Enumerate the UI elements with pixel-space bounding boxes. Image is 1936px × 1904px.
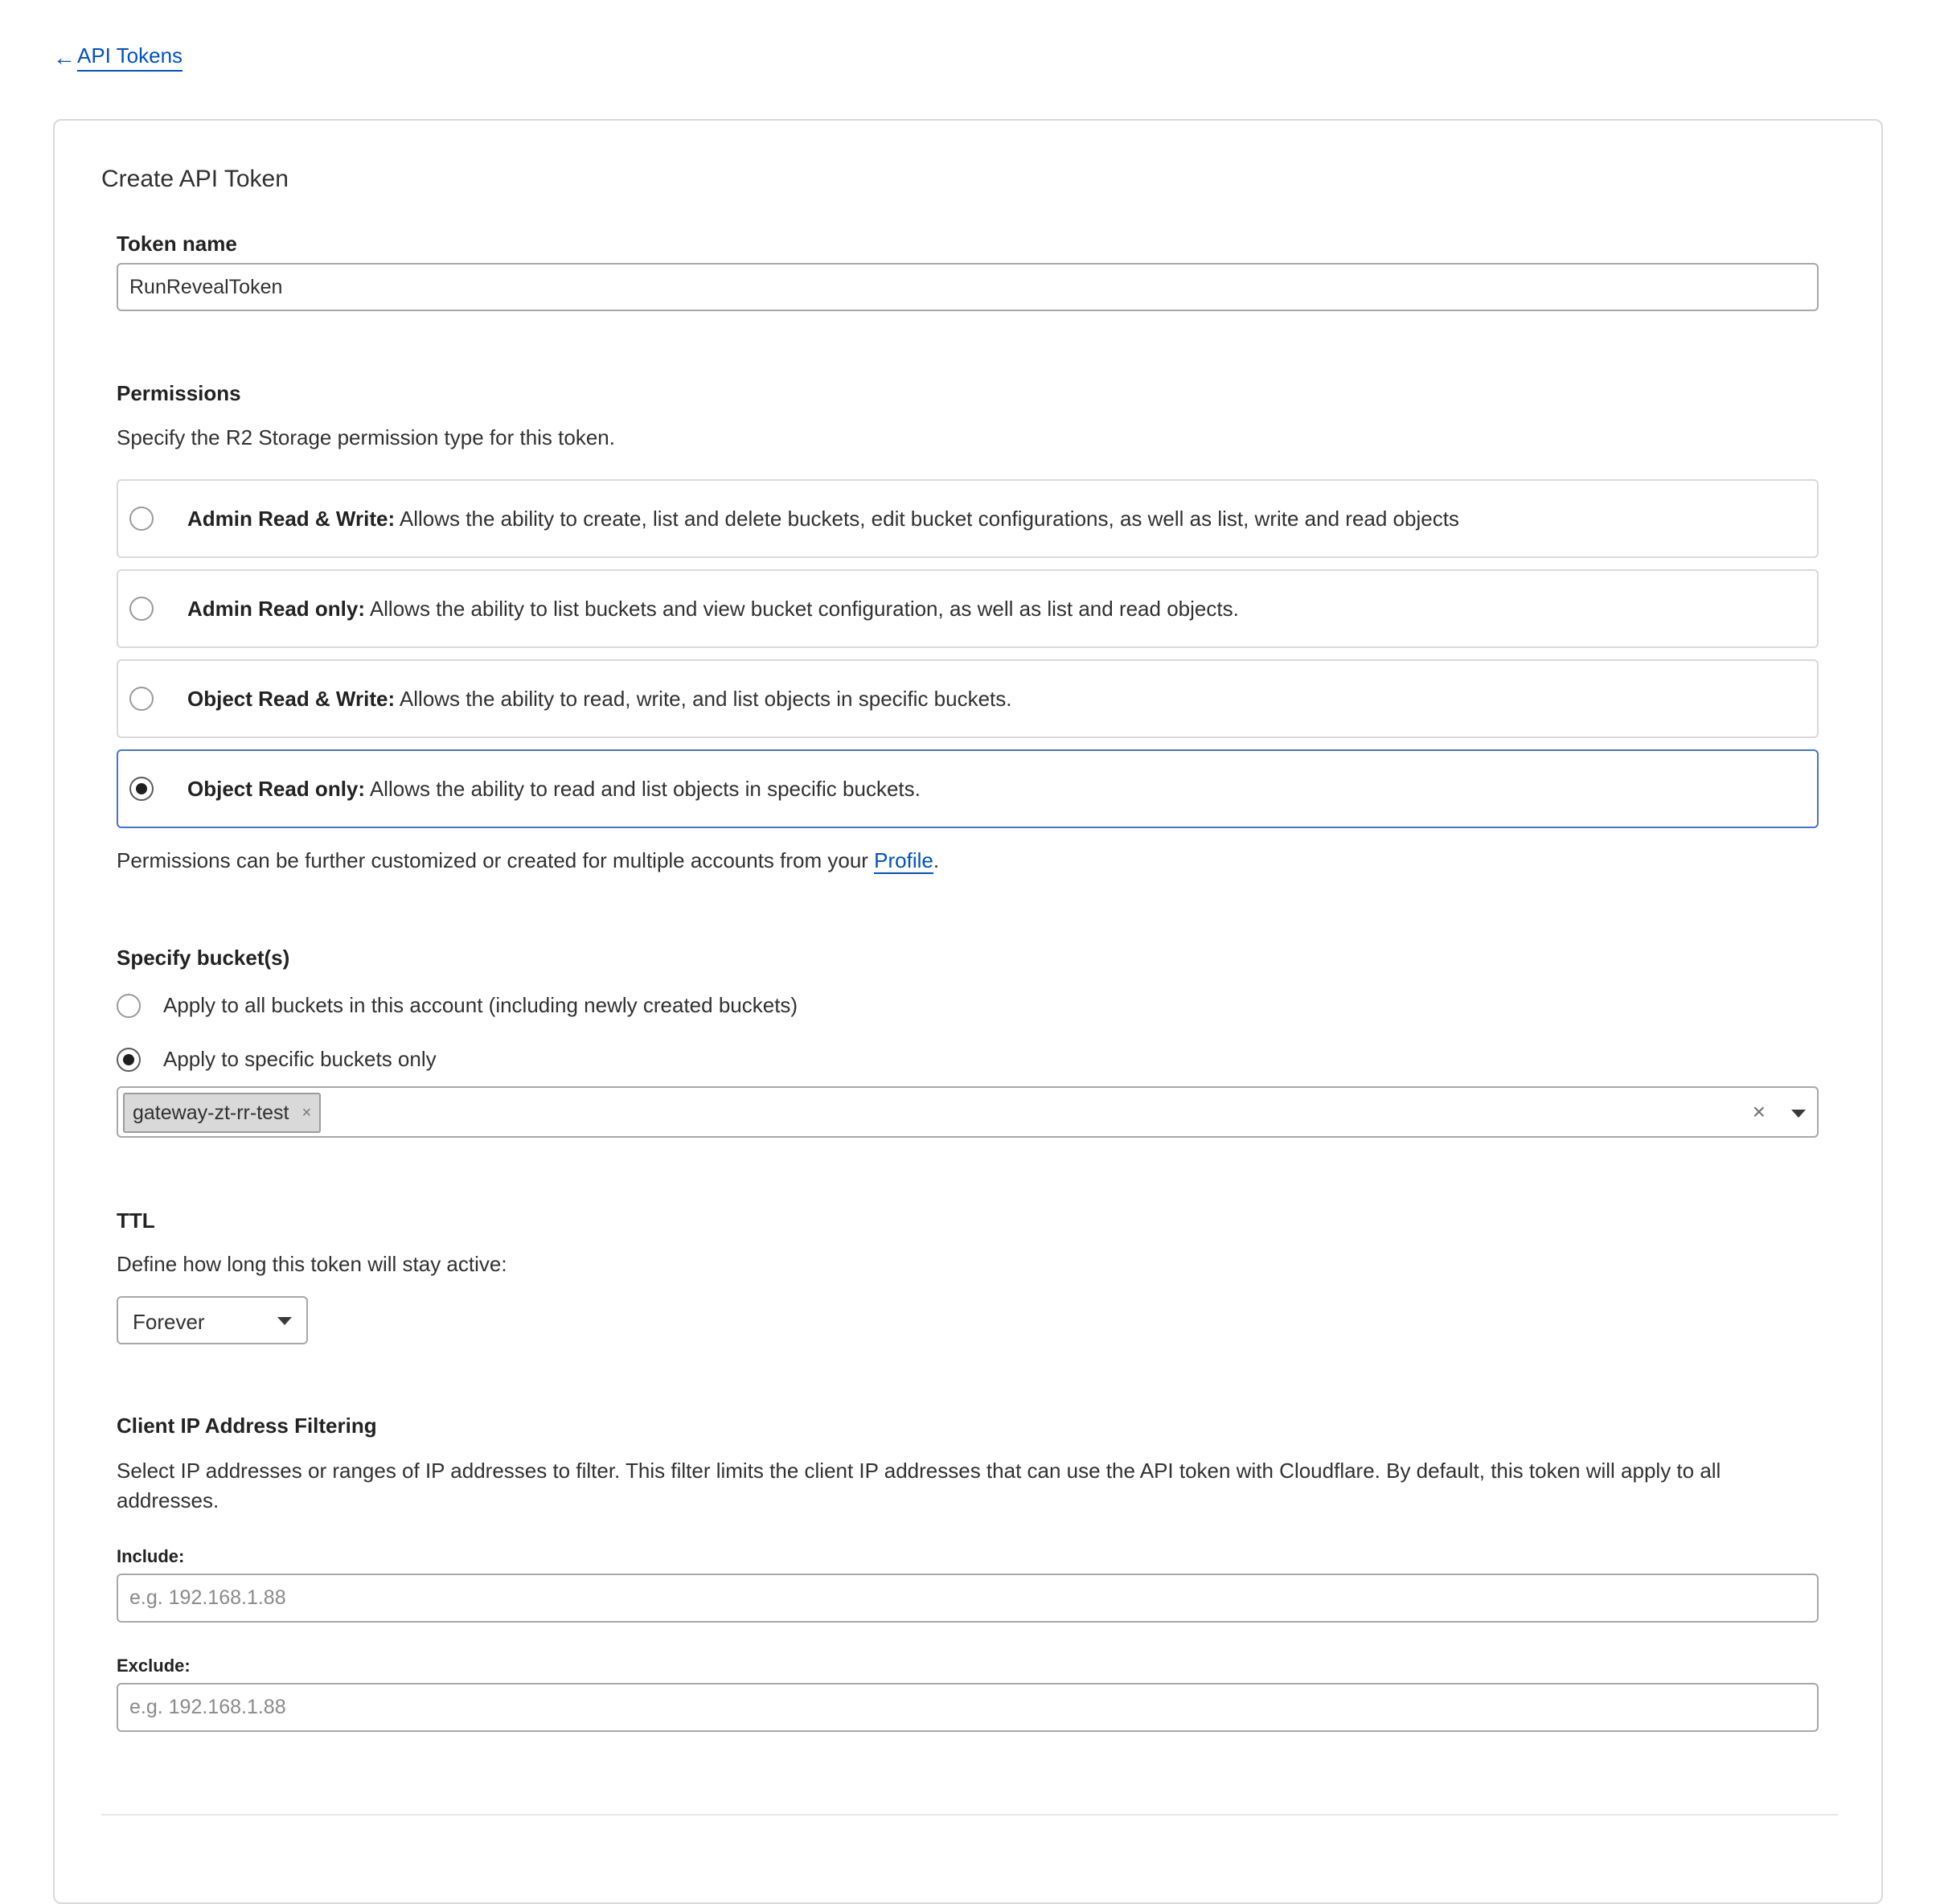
back-link-api-tokens[interactable] xyxy=(53,43,183,72)
bucket-chip-label: gateway-zt-rr-test xyxy=(133,1101,289,1124)
ttl-description: Define how long this token will stay active: xyxy=(117,1252,507,1276)
clear-icon[interactable]: × xyxy=(1752,1099,1766,1124)
bucket-option-specific[interactable] xyxy=(117,1047,437,1072)
radio-button[interactable] xyxy=(129,687,154,711)
permission-option-object-read-write[interactable] xyxy=(117,659,1819,738)
ttl-select-value: Forever xyxy=(133,1310,205,1334)
include-ip-input[interactable] xyxy=(117,1574,1819,1623)
ttl-heading: TTL xyxy=(117,1208,155,1233)
chevron-down-icon xyxy=(277,1317,292,1325)
chevron-down-icon[interactable] xyxy=(1791,1110,1806,1118)
permission-option-admin-read-write[interactable] xyxy=(117,479,1819,558)
bucket-option-label: Apply to specific buckets only xyxy=(163,1047,437,1071)
radio-button-checked[interactable] xyxy=(117,1048,141,1072)
radio-button[interactable] xyxy=(129,507,154,531)
bucket-option-all[interactable] xyxy=(117,993,798,1018)
token-name-label: Token name xyxy=(117,232,237,256)
divider xyxy=(101,1814,1838,1816)
chip-remove-icon[interactable]: × xyxy=(301,1103,312,1122)
token-name-input[interactable] xyxy=(117,263,1819,311)
page-title: Create API Token xyxy=(101,166,289,192)
exclude-ip-input[interactable] xyxy=(117,1683,1819,1732)
permissions-description: Specify the R2 Storage permission type for this token. xyxy=(117,425,615,449)
permission-option-text: Object Read & Write: Allows the ability to read, write, and list objects in specific buckets. xyxy=(187,686,1012,711)
profile-link[interactable]: Profile xyxy=(874,848,933,872)
permission-option-text: Admin Read only: Allows the ability to list buckets and view bucket configuration, as well as list and read objects. xyxy=(187,596,1239,621)
ttl-select[interactable] xyxy=(117,1296,308,1344)
include-label: Include: xyxy=(117,1546,185,1566)
bucket-chip xyxy=(123,1093,321,1133)
radio-button[interactable] xyxy=(117,994,141,1018)
ip-filter-description: Select IP addresses or ranges of IP addresses to filter. This filter limits the client IP addresses that can use the API token with Cloudflare. By default, this token will apply to all addresses. xyxy=(117,1459,1721,1512)
permissions-note: Permissions can be further customized or created for multiple accounts from your Profile. xyxy=(117,848,940,872)
bucket-option-label: Apply to all buckets in this account (including newly created buckets) xyxy=(163,993,798,1017)
permission-option-admin-read-only[interactable] xyxy=(117,569,1819,648)
radio-button-checked[interactable] xyxy=(129,777,154,801)
buckets-heading: Specify bucket(s) xyxy=(117,946,290,970)
arrow-left-icon: ← xyxy=(53,44,76,70)
ip-filter-heading: Client IP Address Filtering xyxy=(117,1414,377,1438)
permission-option-text: Object Read only: Allows the ability to read and list objects in specific buckets. xyxy=(187,776,921,801)
radio-button[interactable] xyxy=(129,597,154,621)
permissions-heading: Permissions xyxy=(117,381,241,405)
permission-option-object-read-only[interactable] xyxy=(117,749,1819,828)
exclude-label: Exclude: xyxy=(117,1656,191,1676)
back-link-label: API Tokens xyxy=(77,43,183,72)
permission-option-text: Admin Read & Write: Allows the ability to create, list and delete buckets, edit bucket configurations, as well as list, write and read objects xyxy=(187,506,1459,531)
bucket-multi-select[interactable] xyxy=(117,1086,1819,1138)
